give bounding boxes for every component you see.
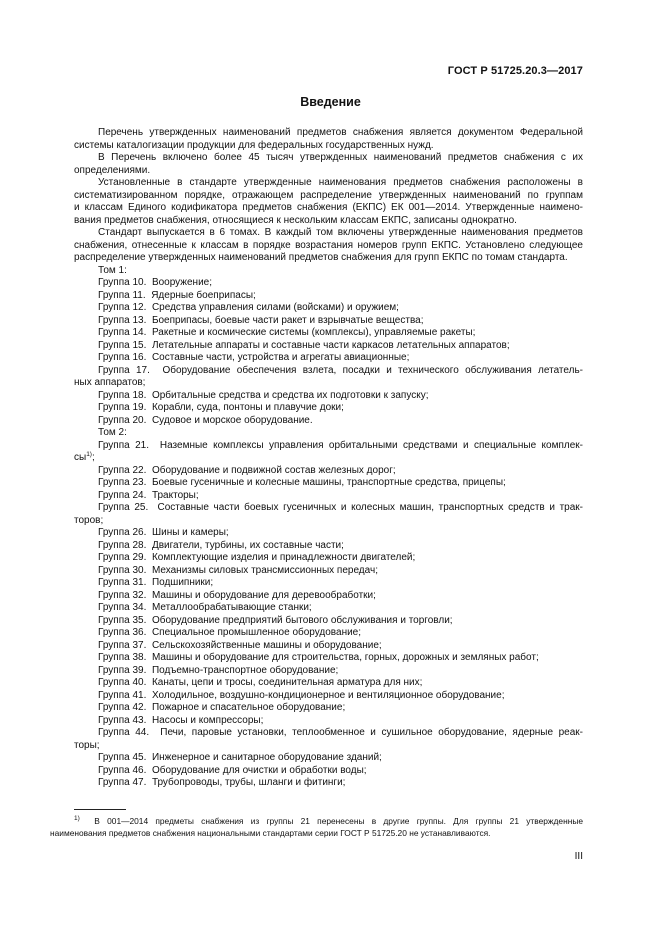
group-line [98,602,583,615]
group-name-continued: сы [74,452,87,463]
group-item [98,752,583,765]
group-number: Группа 28. [98,539,147,551]
group-line [98,690,583,703]
group-name: Вооружение; [151,277,212,288]
group-line [98,440,583,453]
volume-list [74,265,583,790]
paragraph-first-line: Установленные в стандарте утвержденные наименования предметов снабжения расположены в [98,177,583,188]
group-item [98,640,583,653]
group-line [98,715,583,728]
group-item [98,665,583,678]
group-number: Группа 11. [98,289,146,301]
group-name: Металлообрабатывающие станки; [151,602,312,613]
group-item [98,465,583,478]
paragraph [74,152,583,177]
paragraph-line: систематизированном порядке, отражающем распределение утвержденных наименований по группам [74,189,583,201]
group-line [98,290,583,303]
group-item [98,477,583,490]
group-name: Средства управления силами (войсками) и оружием; [151,302,399,313]
group-name: Судовое и морское оборудование. [151,414,313,426]
group-item [98,315,583,328]
group-number: Группа 37. [98,639,147,651]
group-name: Наземные комплексы управления орбитальными средствами и специальные комплек- [159,439,584,451]
group-number: Группа 31. [98,577,147,588]
group-number: Группа 15. [98,339,147,351]
document-id: ГОСТ Р 51725.20.3—2017 [447,65,583,77]
group-name: Шины и камеры; [151,527,229,538]
group-item [98,540,583,553]
section-title: Введение [300,95,361,109]
group-number: Группа 36. [98,627,147,638]
group-line [98,702,583,715]
group-number: Группа 46. [98,764,147,776]
paragraph-line: системы каталогизации продукции для федеральных государственных нужд. [74,139,434,151]
group-line [98,527,583,540]
group-number: Группа 43. [98,714,147,726]
paragraph [74,177,583,227]
paragraph [74,127,583,152]
group-line [98,590,583,603]
footnote-marker: 1) [74,815,80,822]
footnote-text-1: В 001—2014 предметы снабжения из группы 21 перенесены в другие группы. Для группы 21 утвержденные [94,816,583,826]
group-line [98,752,583,765]
group-name-continued: торов; [74,514,104,526]
paragraph-line: распределение утвержденных наименований предметов снабжения для групп ЕКПС по томам стандарта. [74,252,568,263]
group-number: Группа 25. [98,502,149,513]
group-item [74,727,583,752]
group-line [98,415,583,428]
group-line [98,302,583,315]
paragraph-line: вания предметов снабжения, относящиеся к нескольким классам ЕКПС, записаны однократно. [74,214,517,226]
footnote-reference: 1) [86,451,92,458]
group-line [98,340,583,353]
group-line [98,727,583,740]
group-name: Подшипники; [151,577,214,588]
group-name: Ракетные и космические системы (комплексы), управляемые ракеты; [151,327,476,338]
group-item [98,415,583,428]
group-item [98,765,583,778]
group-number: Группа 39. [98,664,147,676]
group-item [98,552,583,565]
group-line [98,552,583,565]
paragraph-first-line: Перечень утвержденных наименований предметов снабжения является документом Федеральной [98,127,583,138]
group-name-punctuation: ; [91,452,95,463]
group-number: Группа 40. [98,677,147,688]
volume [74,265,583,428]
group-name: Оборудование предприятий бытового обслуживания и торговли; [151,614,453,626]
group-item [74,439,584,465]
group-name: Корабли, суда, понтоны и плавучие доки; [151,402,344,413]
group-number: Группа 34. [98,602,147,613]
group-item [98,777,583,790]
group-name: Оборудование и подвижной состав железных дорог; [151,464,396,476]
group-item [98,565,583,578]
group-number: Группа 45. [98,752,147,763]
group-item [98,277,583,290]
group-name: Инженерное и санитарное оборудование зданий; [151,752,382,763]
group-name: Оборудование обеспечения взлета, посадки и технического обслуживания летатель- [162,364,583,376]
volume-label: Том 1: [98,264,127,276]
group-line [98,327,583,340]
group-name: Механизмы силовых трансмиссионных передач; [151,564,378,576]
footnote-line-1 [74,816,583,828]
group-number: Группа 38. [98,652,147,663]
group-line [98,677,583,690]
group-name: Составные части боевых гусеничных и колесных машин, транспортных средств и трак- [157,502,584,513]
page-number: III [574,851,583,862]
group-item [98,577,583,590]
group-number: Группа 20. [98,414,147,426]
group-line [98,765,583,778]
group-number: Группа 41. [98,689,147,701]
volume [74,427,583,790]
group-name: Боеприпасы, боевые части ракет и взрывчатые вещества; [151,314,424,326]
group-item [98,527,583,540]
group-number: Группа 23. [98,477,147,488]
footnote-line-2: наименования предметов снабжения национальными стандартами серии ГОСТ Р 51725.20 не устанавливаются. [50,827,491,838]
group-name: Холодильное, воздушно-кондиционерное и вентиляционное оборудование; [151,689,505,701]
group-line [98,502,583,515]
group-line [98,777,583,790]
group-number: Группа 24. [98,489,147,501]
group-name: Составные части, устройства и агрегаты авиационные; [151,352,410,363]
group-number: Группа 17. [98,364,150,376]
paragraph-first-line: Стандарт выпускается в 6 томах. В каждый том включены утвержденные наименования предметов [98,227,583,238]
group-line [98,365,583,378]
group-number: Группа 32. [98,589,147,601]
group-line-continued [74,452,583,465]
group-line [98,402,583,415]
group-line [98,477,583,490]
group-name: Пожарное и спасательное оборудование; [151,702,346,713]
group-item [98,390,583,403]
group-item [98,327,583,340]
group-line [98,652,583,665]
group-name: Подъемно-транспортное оборудование; [151,664,339,676]
group-line [98,665,583,678]
group-item [98,615,583,628]
paragraph-line: определениями. [74,164,151,176]
group-name: Канаты, цепи и тросы, соединительная арматура для них; [151,677,423,688]
group-item [98,702,583,715]
group-number: Группа 44. [98,727,150,738]
group-line [98,465,583,478]
group-line [98,390,583,403]
group-item [98,402,583,415]
group-name: Оборудование для очистки и обработки воды; [151,764,367,776]
group-name: Боевые гусеничные и колесные машины, транспортные средства, прицепы; [151,477,506,488]
group-number: Группа 14. [98,327,147,338]
group-item [98,490,583,503]
group-line-continued [74,515,583,528]
group-name-continued: ных аппаратов; [74,377,146,388]
group-name: Специальное промышленное оборудование; [151,627,362,638]
group-item [98,290,583,303]
group-line-continued [74,377,583,390]
group-name: Двигатели, турбины, их составные части; [151,539,344,551]
group-number: Группа 16. [98,352,147,363]
group-name: Трубопроводы, трубы, шланги и фитинги; [151,777,346,788]
paragraph [74,227,583,265]
group-name: Орбитальные средства и средства их подготовки к запуску; [151,389,429,401]
group-item [98,602,583,615]
paragraph-first-line: В Перечень включено более 45 тысяч утвержденных наименований предметов снабжения с их [98,152,583,163]
group-number: Группа 42. [98,702,147,713]
volume-label: Том 2: [98,427,127,438]
group-name: Комплектующие изделия и принадлежности двигателей; [151,552,416,563]
group-number: Группа 47. [98,777,147,788]
group-item [98,590,583,603]
group-item [74,502,584,527]
group-number: Группа 10. [98,277,147,288]
group-number: Группа 35. [98,614,147,626]
group-line [98,540,583,553]
group-line [98,615,583,628]
group-item [98,627,583,640]
group-number: Группа 18. [98,389,147,401]
group-item [98,352,583,365]
group-number: Группа 22. [98,464,147,476]
group-item [98,340,583,353]
group-item [98,690,583,703]
group-name-continued: торы; [74,739,100,751]
group-line [98,640,583,653]
group-name: Печи, паровые установки, теплообменное и сушильное оборудование, ядерные реак- [160,727,583,738]
group-line [98,352,583,365]
footnote-divider [74,809,126,810]
group-item [98,677,583,690]
paragraph-line: снабжения, отнесенные к классам в порядке возрастания номеров групп ЕКПС. Установлено следующее [74,239,583,251]
intro-paragraphs [74,127,583,265]
group-item [98,715,583,728]
group-number: Группа 12. [98,302,147,313]
group-line [98,565,583,578]
group-item [74,364,583,390]
section-body [74,127,583,790]
group-number: Группа 29. [98,552,147,563]
group-number: Группа 13. [98,314,147,326]
group-line [98,577,583,590]
group-line [98,277,583,290]
group-item [98,302,583,315]
group-line-continued [74,740,583,753]
group-name: Машины и оборудование для деревообработки; [151,589,376,601]
group-name: Летательные аппараты и составные части каркасов летательных аппаратов; [151,339,510,351]
group-line [98,627,583,640]
group-number: Группа 30. [98,564,147,576]
group-line [98,490,583,503]
group-item [98,652,583,665]
group-number: Группа 26. [98,527,147,538]
group-name: Ядерные боеприпасы; [151,289,256,301]
paragraph-line: и классам Единого кодификатора предметов снабжения (ЕКПС) ЕК 001—2014. Утвержденные наимено- [74,202,583,213]
group-number: Группа 19. [98,402,147,413]
footnote [50,815,583,839]
group-name: Тракторы; [151,489,199,501]
group-name: Насосы и компрессоры; [151,714,264,726]
group-number: Группа 21. [98,439,150,451]
group-name: Машины и оборудование для строительства, горных, дорожных и земляных работ; [151,652,539,663]
group-name: Сельскохозяйственные машины и оборудование; [151,639,382,651]
group-line [98,315,583,328]
